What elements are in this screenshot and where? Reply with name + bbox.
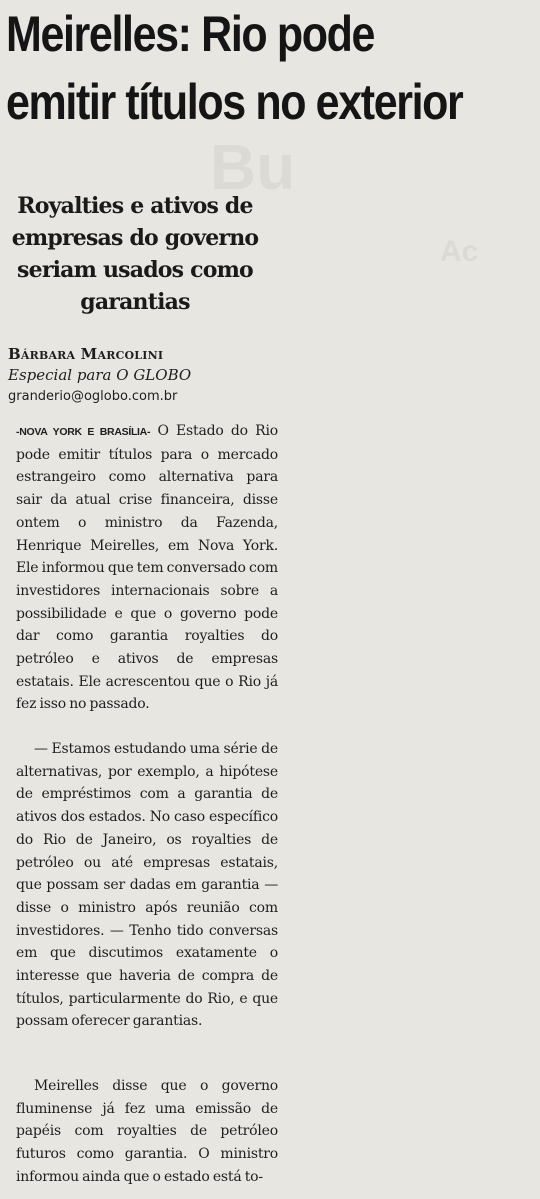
headline-line-2: emitir títulos no exterior	[6, 74, 463, 130]
background-ghost-text-2: Ac	[440, 235, 479, 268]
background-ghost-text: Bu	[210, 131, 296, 203]
author-name: Bárbara Marcolini	[8, 345, 164, 363]
quote-paragraph: — Estamos estudando uma série de alternativas, por exemplo, a hipótese de empréstimos com a garantia de ativos dos estados. No caso específico do Rio de Janeiro, os royalties de petróleo ou até empresas estatais, que possam ser dadas em garantia — disse o ministro após reunião com investidores. — Tenho tido conversas em que discutimos exatamente o interesse que haveria de compra de títulos, particularmente do Rio, e que possam oferecer garantias.	[16, 741, 278, 1030]
headline-line-1: Meirelles: Rio pode	[6, 6, 375, 62]
headline	[6, 0, 464, 136]
subheadline: Royalties e ativos de empresas do governo seriam usados como garantias	[11, 193, 259, 315]
paragraph-3-start: Meirelles disse que o governo fluminense já fez uma emissão de papéis com royalties de petróleo futuros como garantia. O ministro informou ainda que o estado está to-	[16, 1078, 278, 1185]
author-email[interactable]: granderio@oglobo.com.br	[8, 389, 178, 404]
author-role: Especial para O GLOBO	[8, 366, 192, 384]
byline	[8, 344, 270, 407]
lead-text: O Estado do Rio pode emitir títulos para o mercado estrangeiro como alternativa para sair da atual crise financeira, disse ontem o ministro da Fazenda, Henrique Meirelles, em Nova York. Ele informou que tem conversado com investidores internacionais sobre a possibilidade e que o governo pode dar como garantia royalties do petróleo e ativos de empresas estatais. Ele acrescentou que o Rio já fez isso no passado.	[16, 423, 279, 713]
lead-paragraph	[16, 420, 278, 716]
dateline: -NOVA YORK E BRASÍLIA-	[16, 426, 151, 438]
